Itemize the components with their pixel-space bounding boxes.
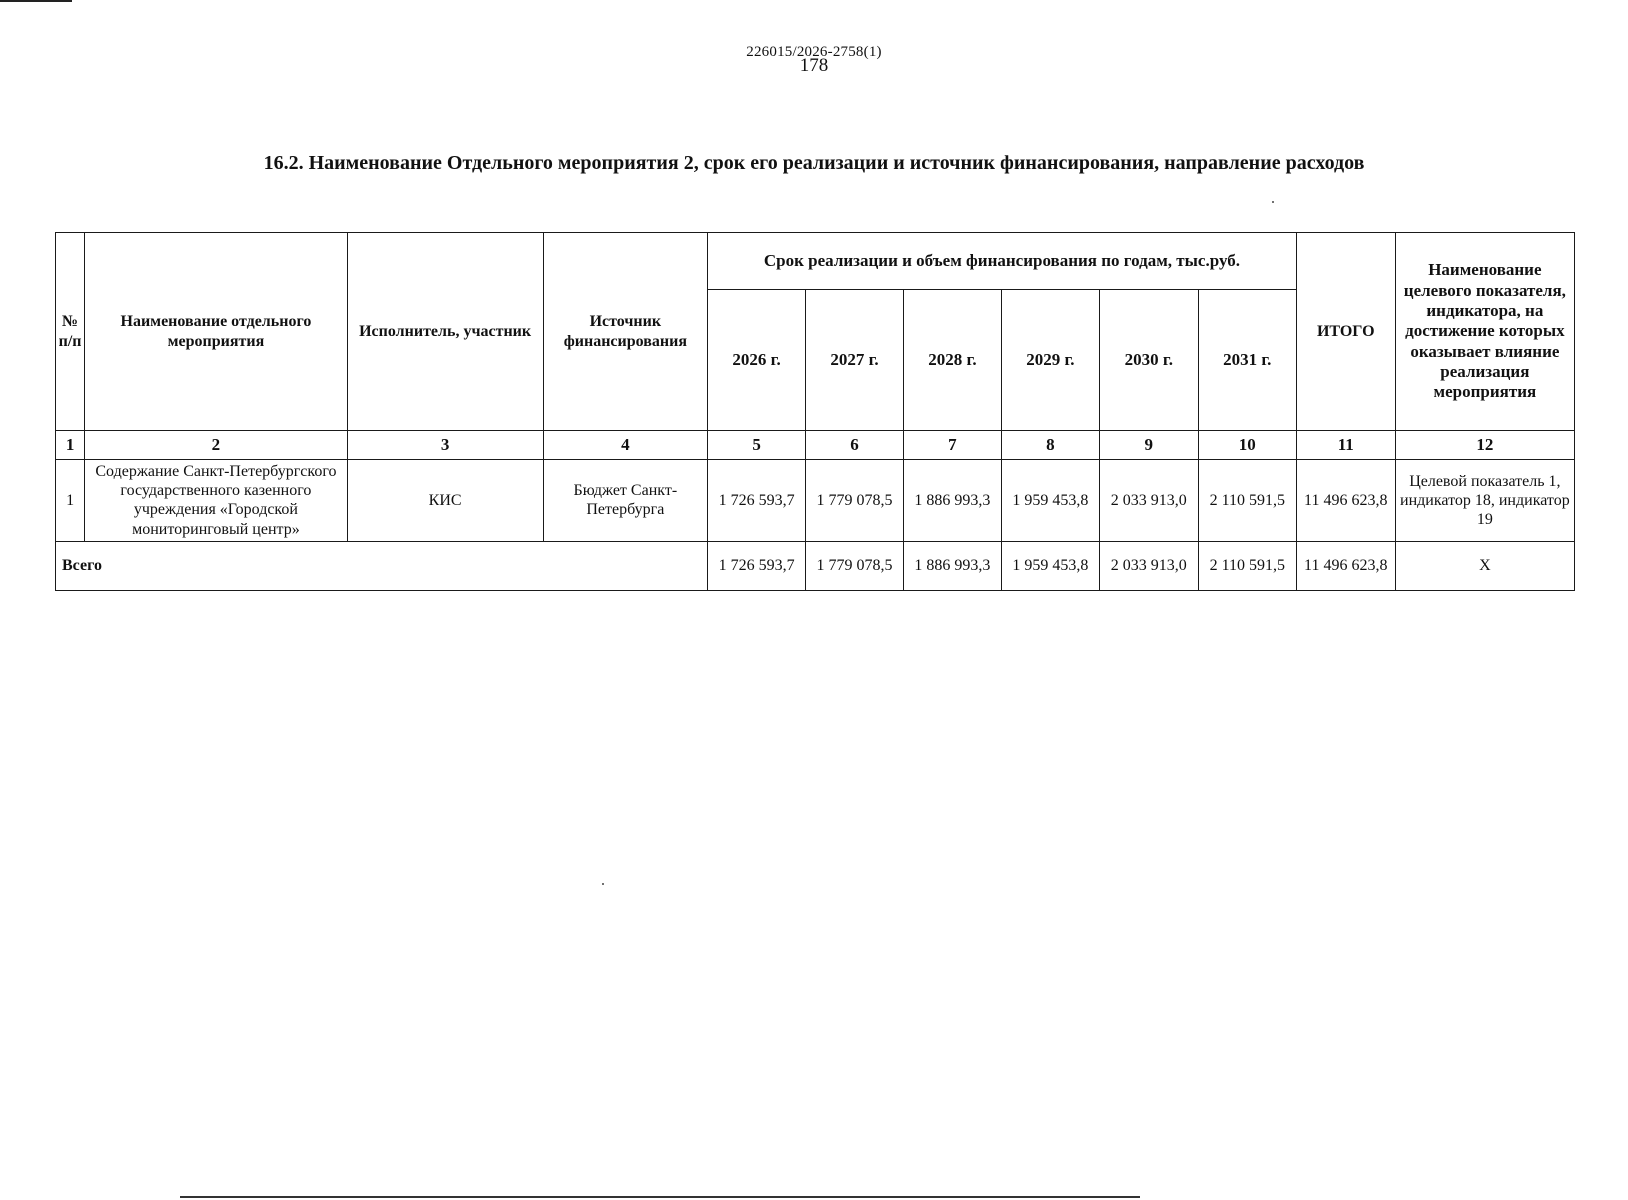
header-row-1 xyxy=(56,233,1575,290)
document-reference-number: 226015/2026-2758(1) xyxy=(746,44,882,60)
header-year: 2027 г. xyxy=(806,290,904,431)
header-year: 2028 г. xyxy=(903,290,1001,431)
section-title: 16.2. Наименование Отдельного мероприятия 2, срок его реализации и источник финансирования, направление расходов xyxy=(263,152,1365,174)
row-year-value: 1 726 593,7 xyxy=(708,460,806,542)
grand-total: 11 496 623,8 xyxy=(1296,541,1395,590)
scan-speck xyxy=(1272,201,1274,203)
column-number-row xyxy=(56,431,1575,460)
table-row xyxy=(56,460,1575,542)
table-header xyxy=(56,233,1575,431)
total-target: Х xyxy=(1395,541,1574,590)
financing-table xyxy=(55,232,1575,591)
total-year-value: 1 886 993,3 xyxy=(903,541,1001,590)
row-year-value: 2 033 913,0 xyxy=(1099,460,1198,542)
header-year: 2030 г. xyxy=(1099,290,1198,431)
scan-speck xyxy=(602,883,604,885)
column-number: 7 xyxy=(903,431,1001,460)
total-year-value: 1 726 593,7 xyxy=(708,541,806,590)
row-year-value: 1 959 453,8 xyxy=(1001,460,1099,542)
bottom-scan-line xyxy=(180,1196,1140,1198)
header-total: ИТОГО xyxy=(1296,233,1395,431)
total-year-value: 1 959 453,8 xyxy=(1001,541,1099,590)
header-period: Срок реализации и объем финансирования по годам, тыс.руб. xyxy=(708,233,1297,290)
row-total: 11 496 623,8 xyxy=(1296,460,1395,542)
total-year-value: 2 033 913,0 xyxy=(1099,541,1198,590)
page-number: 178 xyxy=(799,55,829,76)
row-source: Бюджет Санкт-Петербурга xyxy=(543,460,708,542)
row-name: Содержание Санкт-Петербургского государственного казенного учреждения «Городской мониторинговый центр» xyxy=(85,460,348,542)
header-year: 2026 г. xyxy=(708,290,806,431)
column-number: 1 xyxy=(56,431,85,460)
column-number: 8 xyxy=(1001,431,1099,460)
header-num: № п/п xyxy=(56,233,85,431)
row-year-value: 1 886 993,3 xyxy=(903,460,1001,542)
total-label: Всего xyxy=(56,541,708,590)
column-number: 11 xyxy=(1296,431,1395,460)
header-year: 2029 г. xyxy=(1001,290,1099,431)
corner-scan-mark xyxy=(0,0,72,2)
column-number: 3 xyxy=(347,431,543,460)
header-target: Наименование целевого показателя, индикатора, на достижение которых оказывает влияние реализация мероприятия xyxy=(1395,233,1574,431)
total-row xyxy=(56,541,1575,590)
column-number: 10 xyxy=(1198,431,1296,460)
total-year-value: 1 779 078,5 xyxy=(806,541,904,590)
row-target: Целевой показатель 1, индикатор 18, индикатор 19 xyxy=(1395,460,1574,542)
row-executor: КИС xyxy=(347,460,543,542)
column-number: 4 xyxy=(543,431,708,460)
row-year-value: 2 110 591,5 xyxy=(1198,460,1296,542)
header-year: 2031 г. xyxy=(1198,290,1296,431)
header-name: Наименование отдельного мероприятия xyxy=(85,233,348,431)
column-number: 9 xyxy=(1099,431,1198,460)
column-number: 6 xyxy=(806,431,904,460)
row-num: 1 xyxy=(56,460,85,542)
column-number: 5 xyxy=(708,431,806,460)
header-source: Источник финансирования xyxy=(543,233,708,431)
column-number: 12 xyxy=(1395,431,1574,460)
row-year-value: 1 779 078,5 xyxy=(806,460,904,542)
total-year-value: 2 110 591,5 xyxy=(1198,541,1296,590)
header-executor: Исполнитель, участник xyxy=(347,233,543,431)
column-number: 2 xyxy=(85,431,348,460)
